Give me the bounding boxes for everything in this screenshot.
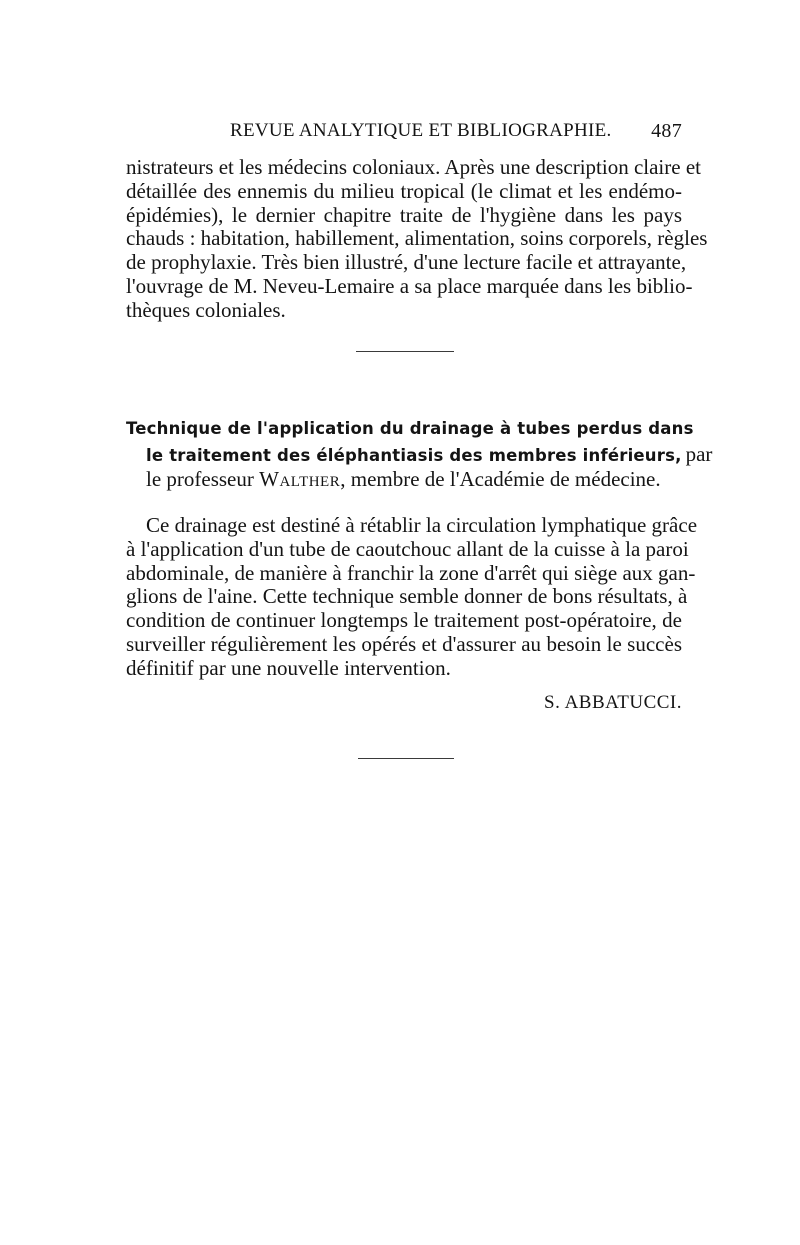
author-prefix: le professeur <box>146 467 254 491</box>
text-line: chauds : habitation, habillement, alimentation, soins corporels, règles <box>126 226 708 251</box>
text-line: à l'application d'un tube de caoutchouc allant de la cuisse à la paroi <box>126 536 689 561</box>
text-line: abdominale, de manière à franchir la zone d'arrêt qui siège aux gan- <box>126 560 696 585</box>
text-line: surveiller régulièrement les opérés et d'assurer au besoin le succès <box>126 631 682 656</box>
author-name: Walther <box>259 467 341 491</box>
text-line: épidémies), le dernier chapitre traite de l'hygiène dans les pays <box>126 202 682 227</box>
article-author-line <box>126 467 682 493</box>
article-body <box>126 513 698 681</box>
text-line: détaillée des ennemis du milieu tropical (le climat et les endémo- <box>126 178 682 203</box>
text-line: l'ouvrage de M. Neveu-Lemaire a sa place marquée dans les biblio- <box>126 273 693 298</box>
text-line: thèques coloniales. <box>126 297 286 322</box>
signature: S. ABBATUCCI. <box>544 692 682 713</box>
article-title-text: le traitement des éléphantiasis des membres inférieurs, <box>146 445 682 465</box>
article-title-text: par <box>685 441 713 466</box>
running-head-title: REVUE ANALYTIQUE ET BIBLIOGRAPHIE. <box>230 120 612 141</box>
text-line: de prophylaxie. Très bien illustré, d'une lecture facile et attrayante, <box>126 250 687 275</box>
running-head <box>126 120 682 144</box>
author-affiliation: , membre de l'Académie de médecine. <box>340 467 661 491</box>
text-line: définitif par une nouvelle intervention. <box>126 655 451 680</box>
article-title-line: Technique de l'application du drainage à tubes perdus dans <box>126 419 694 438</box>
section-divider <box>356 351 454 352</box>
text-line: Ce drainage est destiné à rétablir la circulation lymphatique grâce <box>146 513 698 537</box>
review-paragraph-continued <box>126 155 708 323</box>
text-line: nistrateurs et les médecins coloniaux. Après une description claire et <box>126 155 701 179</box>
article-heading <box>126 416 713 493</box>
page-number: 487 <box>651 120 682 142</box>
text-line: condition de continuer longtemps le traitement post-opératoire, de <box>126 608 682 633</box>
text-line: glions de l'aine. Cette technique semble donner de bons résultats, à <box>126 584 688 609</box>
section-divider <box>358 758 454 759</box>
article-title-line <box>126 441 713 468</box>
